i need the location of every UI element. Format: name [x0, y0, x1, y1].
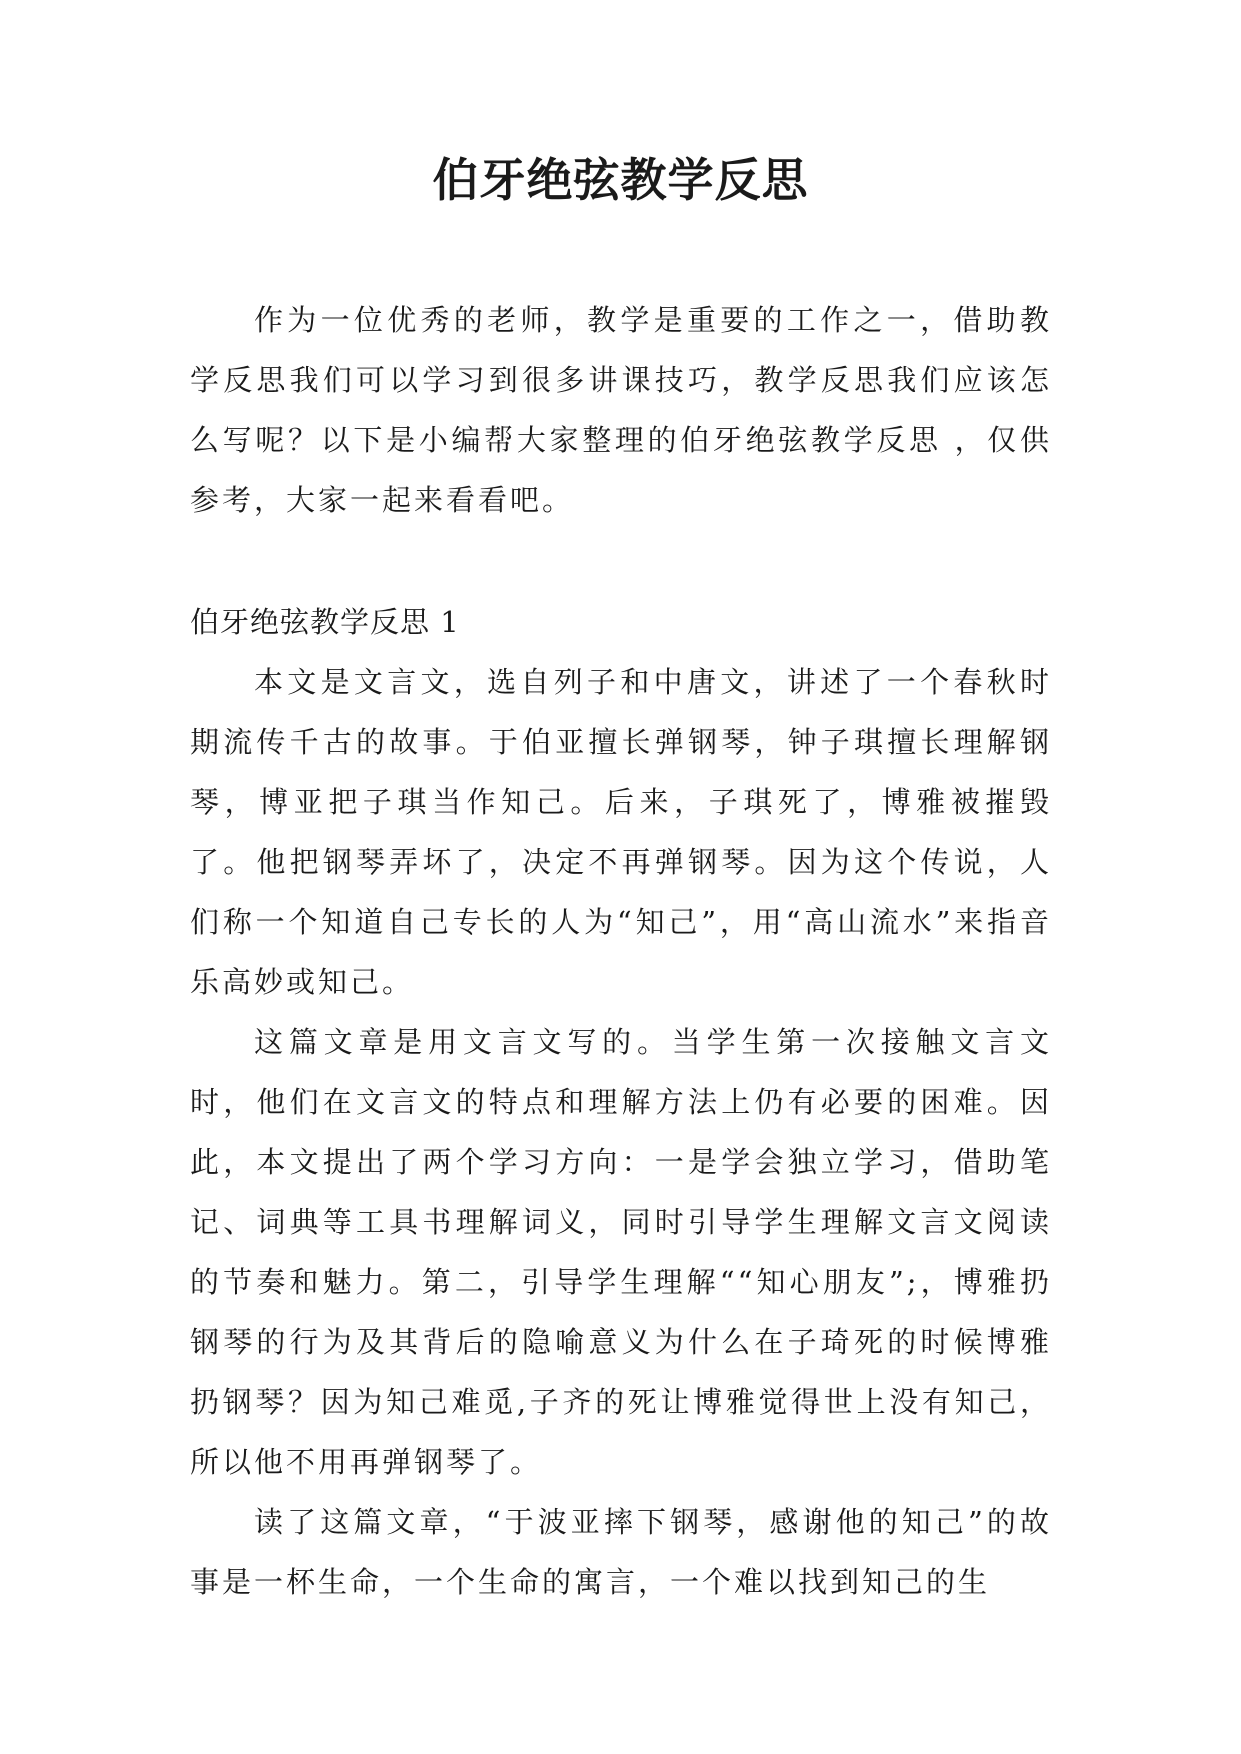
intro-paragraph: 作为一位优秀的老师，教学是重要的工作之一，借助教学反思我们可以学习到很多讲课技巧，教学反思我们应该怎么写呢？以下是小编帮大家整理的伯牙绝弦教学反思 ，仅供参考，大家一起来看看吧。	[190, 303, 1052, 517]
body-paragraph-3: 读了这篇文章，“于波亚摔下钢琴，感谢他的知己”的故事是一杯生命，一个生命的寓言，一个难以找到知己的生	[190, 1505, 1052, 1599]
body-paragraph-2: 这篇文章是用文言文写的。当学生第一次接触文言文时，他们在文言文的特点和理解方法上仍有必要的困难。因此，本文提出了两个学习方向：一是学会独立学习，借助笔记、词典等工具书理解词义，同时引导学生理解文言文阅读的节奏和魅力。第二，引导学生理解““知心朋友”;，博雅扔钢琴的行为及其背后的隐喻意义为什么在子琦死的时候博雅扔钢琴？因为知己难觅,子齐的死让博雅觉得世上没有知己，所以他不用再弹钢琴了。	[190, 1025, 1052, 1479]
document-title: 伯牙绝弦教学反思	[432, 153, 809, 207]
section-heading: 伯牙绝弦教学反思 1	[190, 605, 460, 639]
body-paragraph-1: 本文是文言文，选自列子和中唐文，讲述了一个春秋时期流传千古的故事。于伯亚擅长弹钢琴，钟子琪擅长理解钢琴，博亚把子琪当作知己。后来，子琪死了，博雅被摧毁了。他把钢琴弄坏了，决定不再弹钢琴。因为这个传说，人们称一个知道自己专长的人为“知己”，用“高山流水”来指音乐高妙或知己。	[190, 665, 1052, 999]
document-body	[190, 290, 1052, 1612]
